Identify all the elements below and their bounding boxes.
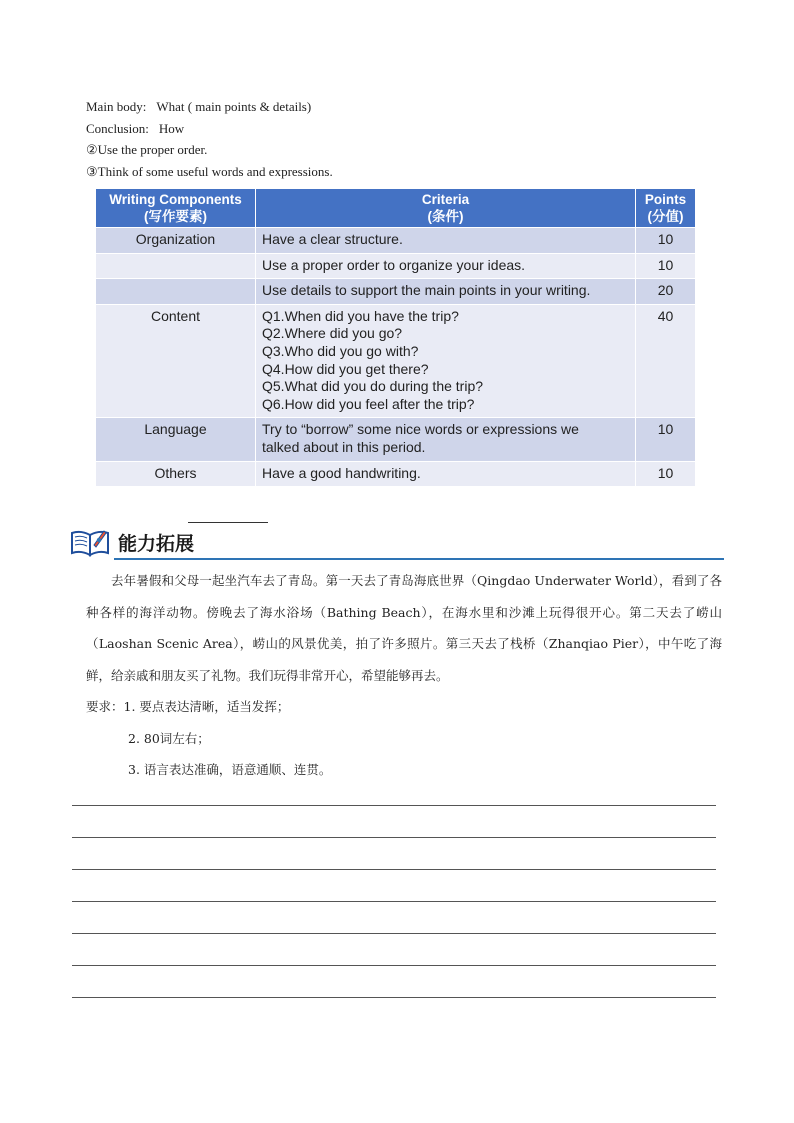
requirements xyxy=(86,691,331,786)
criteria-line: Q2.Where did you go? xyxy=(262,325,403,342)
component-cell xyxy=(96,253,256,279)
criteria-cell xyxy=(256,228,636,254)
main-body-value: What ( main points & details) xyxy=(156,99,312,114)
table-row xyxy=(96,304,695,418)
open-book-icon xyxy=(70,525,110,563)
writing-guidance xyxy=(86,96,333,182)
prompt-paragraph: 去年暑假和父母一起坐汽车去了青岛。第一天去了青岛海底世界（Qingdao Underwater World），看到了各种各样的海洋动物。傍晚去了海水浴场（Bathing Beach），在海水里和沙滩上玩得很开心。第二天去了崂山（Laoshan Scenic Area），崂山的风景优美，拍了许多照片。第三天去了栈桥（Zhanqiao Pier），中午吃了海鲜，给亲戚和朋友买了礼物。我们玩得非常开心，希望能够再去。 xyxy=(86,573,722,683)
points-cell: 40 xyxy=(636,304,696,418)
answer-line[interactable] xyxy=(72,805,716,806)
criteria-line: Q4.How did you get there? xyxy=(262,360,429,377)
criteria-line: Q1.When did you have the trip? xyxy=(262,307,459,324)
conclusion-value: How xyxy=(158,120,185,136)
step-3: ③Think of some useful words and expressions. xyxy=(86,163,333,179)
answer-line[interactable] xyxy=(72,901,716,902)
section-header xyxy=(70,521,724,561)
table-row xyxy=(96,253,695,279)
answer-line[interactable] xyxy=(72,869,716,870)
points-cell: 10 xyxy=(636,228,696,254)
header-accent-line xyxy=(188,522,268,523)
points-cell: 10 xyxy=(636,253,696,279)
answer-line[interactable] xyxy=(72,837,716,838)
criteria-cell xyxy=(256,418,636,461)
criteria-cell xyxy=(256,461,636,486)
criteria-line: Q6.How did you feel after the trip? xyxy=(262,395,475,412)
criteria-line: Use a proper order to organize your ideas. xyxy=(262,256,526,273)
conclusion-line xyxy=(86,118,333,140)
criteria-cell xyxy=(256,304,636,418)
criteria-cell xyxy=(256,253,636,279)
header-points xyxy=(636,189,696,228)
scoring-rubric-table xyxy=(96,189,695,486)
points-cell: 20 xyxy=(636,279,696,305)
component-cell: Others xyxy=(96,461,256,486)
rubric-header-row xyxy=(96,189,695,228)
header-line: Writing Components xyxy=(109,192,242,207)
answer-line[interactable] xyxy=(72,933,716,934)
section-divider xyxy=(114,558,724,560)
header-line: (写作要素) xyxy=(144,209,207,224)
points-cell: 10 xyxy=(636,461,696,486)
table-row xyxy=(96,461,695,486)
answer-line[interactable] xyxy=(72,997,716,998)
criteria-line: Try to “borrow” some nice words or expressions we xyxy=(262,421,579,438)
component-cell xyxy=(96,279,256,305)
component-cell: Organization xyxy=(96,228,256,254)
criteria-line: talked about in this period. xyxy=(262,438,426,455)
requirement-item: 3. 语言表达准确，语意通顺、连贯。 xyxy=(128,762,332,777)
answer-line[interactable] xyxy=(72,965,716,966)
table-row xyxy=(96,279,695,305)
header-line: Criteria xyxy=(421,192,470,207)
header-writing-components xyxy=(96,189,256,228)
header-criteria xyxy=(256,189,636,228)
table-row xyxy=(96,418,695,461)
component-cell: Language xyxy=(96,418,256,461)
main-body-label: Main body: xyxy=(86,99,147,114)
requirements-label: 要求： xyxy=(86,699,124,714)
section-title: 能力拓展 xyxy=(118,533,195,555)
header-line: (分值) xyxy=(647,209,684,224)
table-row xyxy=(96,228,695,254)
step-2: ②Use the proper order. xyxy=(86,142,208,157)
requirement-item: 1. 要点表达清晰，适当发挥； xyxy=(123,699,290,714)
criteria-line: Have a good handwriting. xyxy=(262,464,421,481)
criteria-line: Q3.Who did you go with? xyxy=(262,342,419,359)
criteria-cell xyxy=(256,279,636,305)
requirement-item: 2. 80词左右； xyxy=(128,730,210,746)
requirement-first-line xyxy=(86,691,331,723)
header-line: (条件) xyxy=(427,209,464,224)
conclusion-label: Conclusion: xyxy=(86,120,149,136)
component-cell: Content xyxy=(96,304,256,418)
header-line: Points xyxy=(644,192,687,207)
main-body-line xyxy=(86,96,333,118)
criteria-line: Q5.What did you do during the trip? xyxy=(262,378,484,395)
points-cell: 10 xyxy=(636,418,696,461)
criteria-line: Use details to support the main points in your writing. xyxy=(262,282,591,299)
criteria-line: Have a clear structure. xyxy=(262,231,403,247)
writing-prompt xyxy=(86,565,722,691)
